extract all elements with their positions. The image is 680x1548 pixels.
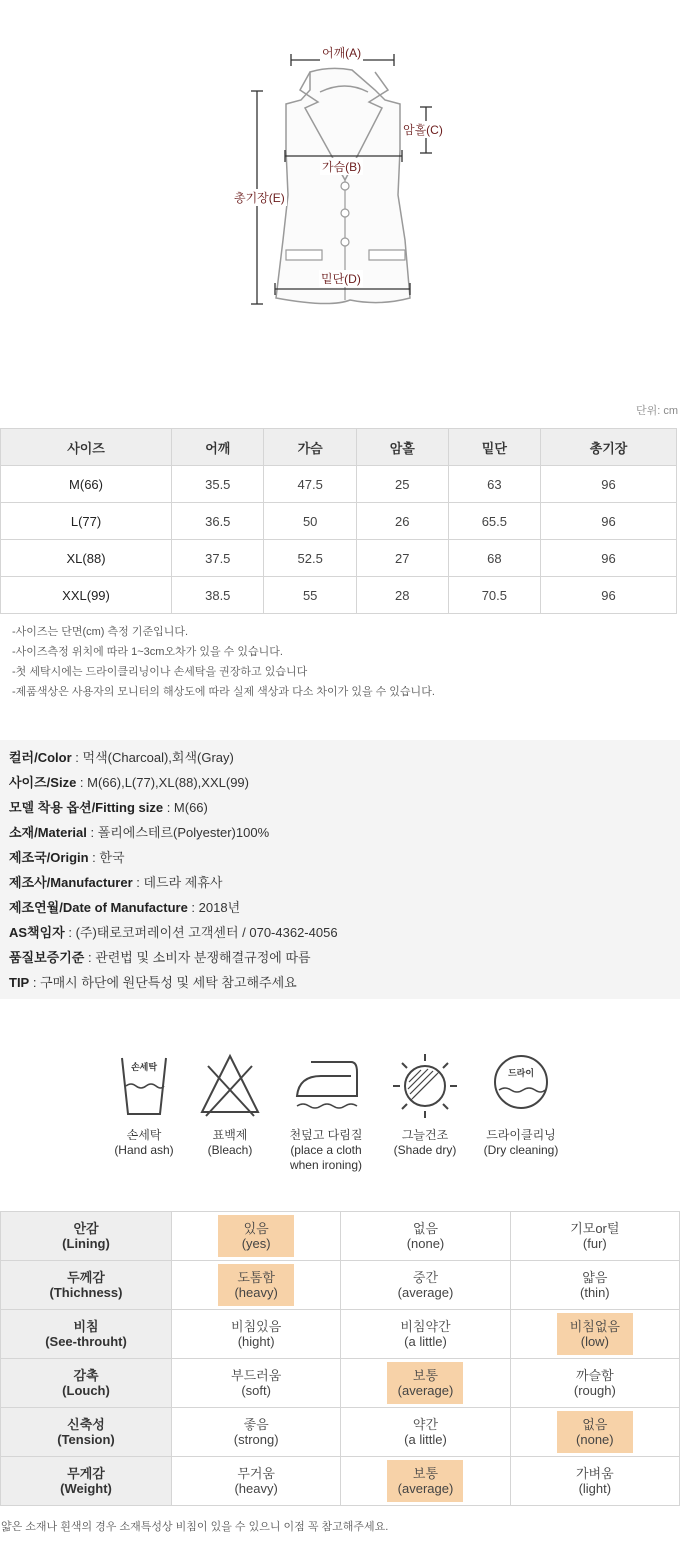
property-option bbox=[341, 1457, 510, 1506]
property-name-ko: 안감 bbox=[73, 1221, 99, 1236]
option bbox=[557, 1460, 633, 1502]
info-quality bbox=[9, 945, 671, 970]
selected-option bbox=[557, 1411, 633, 1453]
armhole-label: 암홀(C) bbox=[403, 123, 443, 137]
info-value: : 데드라 제휴사 bbox=[132, 875, 223, 890]
option-en: (average) bbox=[397, 1383, 454, 1398]
option-en: (light) bbox=[578, 1481, 612, 1496]
property-option bbox=[341, 1359, 510, 1408]
care-label-ko: 표백제 bbox=[212, 1128, 248, 1142]
option-en: (none) bbox=[576, 1432, 614, 1447]
size-table-header-cell: 가슴 bbox=[264, 429, 356, 466]
property-option bbox=[510, 1261, 679, 1310]
info-origin bbox=[9, 845, 671, 870]
size-table-header-cell: 사이즈 bbox=[1, 429, 172, 466]
property-name-ko: 신축성 bbox=[67, 1417, 105, 1432]
option-ko: 도톰함 bbox=[237, 1270, 275, 1285]
table-row bbox=[1, 1261, 680, 1310]
care-label-en: (place a cloth bbox=[290, 1143, 362, 1157]
care-label-ko: 그늘건조 bbox=[401, 1128, 449, 1142]
selected-option bbox=[557, 1313, 633, 1355]
info-value: : (주)태로코퍼레이션 고객센터 / 070-4362-4056 bbox=[64, 925, 338, 940]
care-label-en: (Dry cleaning) bbox=[483, 1143, 559, 1157]
option-ko: 가벼움 bbox=[575, 1466, 614, 1481]
property-option bbox=[172, 1212, 341, 1261]
info-label: 컬러/Color bbox=[9, 750, 72, 765]
option-en: (yes) bbox=[241, 1236, 271, 1251]
option-en: (heavy) bbox=[234, 1481, 278, 1496]
info-label: TIP bbox=[9, 975, 30, 990]
info-label: 품질보증기준 bbox=[9, 950, 85, 965]
care-label-ko: 손세탁 bbox=[126, 1128, 162, 1142]
size-cell: 96 bbox=[541, 503, 677, 540]
hem-label: 밑단(D) bbox=[321, 272, 361, 286]
no-bleach-icon bbox=[198, 1052, 262, 1120]
property-option bbox=[341, 1261, 510, 1310]
option bbox=[387, 1313, 463, 1355]
size-cell: 28 bbox=[356, 577, 448, 614]
property-name bbox=[1, 1457, 172, 1506]
table-row bbox=[1, 540, 677, 577]
note-line: -첫 세탁시에는 드라이클리닝이나 손세탁을 권장하고 있습니다 bbox=[12, 666, 308, 678]
size-cell: 25 bbox=[356, 466, 448, 503]
info-value: : 폴리에스테르(Polyester)100% bbox=[86, 825, 270, 840]
care-label-en: (Bleach) bbox=[207, 1143, 253, 1157]
option bbox=[557, 1362, 633, 1404]
selected-option bbox=[218, 1215, 294, 1257]
dry-cleaning-icon-text: 드라이 bbox=[507, 1069, 535, 1079]
care-label-en: (Hand ash) bbox=[114, 1143, 174, 1157]
property-name-ko: 비침 bbox=[73, 1319, 99, 1334]
info-value: : 관련법 및 소비자 분쟁해결규정에 따름 bbox=[84, 950, 311, 965]
size-cell: 38.5 bbox=[172, 577, 264, 614]
option-en: (low) bbox=[580, 1334, 609, 1349]
care-hand-wash bbox=[104, 1052, 184, 1158]
option bbox=[218, 1362, 294, 1404]
option-en: (hight) bbox=[237, 1334, 275, 1349]
size-cell: XL(88) bbox=[1, 540, 172, 577]
shade-dry-icon bbox=[391, 1052, 459, 1120]
selected-option bbox=[218, 1264, 294, 1306]
size-table-header-cell: 어깨 bbox=[172, 429, 264, 466]
size-cell: 96 bbox=[541, 466, 677, 503]
option-ko: 얇음 bbox=[582, 1270, 608, 1285]
care-label-ko: 드라이클리닝 bbox=[486, 1128, 556, 1142]
table-row bbox=[1, 1359, 680, 1408]
info-label: 제조국/Origin bbox=[9, 850, 89, 865]
property-option bbox=[172, 1408, 341, 1457]
property-option bbox=[510, 1212, 679, 1261]
option bbox=[218, 1460, 294, 1502]
selected-option bbox=[387, 1460, 463, 1502]
option bbox=[557, 1264, 633, 1306]
option-en: (none) bbox=[406, 1236, 445, 1251]
size-table bbox=[0, 428, 677, 614]
size-cell: 35.5 bbox=[172, 466, 264, 503]
property-option bbox=[510, 1457, 679, 1506]
property-name bbox=[1, 1359, 172, 1408]
care-label-en: (Shade dry) bbox=[393, 1143, 457, 1157]
option-ko: 비침없음 bbox=[569, 1319, 620, 1334]
property-option bbox=[172, 1359, 341, 1408]
option-en: (rough) bbox=[573, 1383, 616, 1398]
option-en: (average) bbox=[397, 1481, 454, 1496]
product-info bbox=[0, 740, 680, 999]
info-as bbox=[9, 920, 671, 945]
option-en: (soft) bbox=[241, 1383, 271, 1398]
option-ko: 비침약간 bbox=[400, 1319, 451, 1334]
option-ko: 부드러움 bbox=[231, 1368, 282, 1383]
option-ko: 보통 bbox=[412, 1466, 439, 1481]
info-label: 소재/Material bbox=[9, 825, 87, 840]
property-name-en: (Weight) bbox=[60, 1481, 112, 1496]
option-ko: 약간 bbox=[412, 1417, 439, 1432]
info-value: : M(66),L(77),XL(88),XXL(99) bbox=[76, 775, 249, 790]
fabric-properties-table bbox=[0, 1211, 680, 1506]
option bbox=[557, 1215, 633, 1257]
info-fitting bbox=[9, 795, 671, 820]
option-ko: 기모or털 bbox=[570, 1221, 620, 1236]
option bbox=[218, 1411, 294, 1453]
size-cell: 68 bbox=[448, 540, 540, 577]
size-cell: M(66) bbox=[1, 466, 172, 503]
size-cell: 37.5 bbox=[172, 540, 264, 577]
info-label: 모델 착용 옵션/Fitting size bbox=[9, 800, 164, 815]
size-cell: 65.5 bbox=[448, 503, 540, 540]
info-value: : 구매시 하단에 원단특성 및 세탁 참고해주세요 bbox=[29, 975, 297, 990]
table-row bbox=[1, 577, 677, 614]
property-option bbox=[510, 1408, 679, 1457]
size-cell: 96 bbox=[541, 540, 677, 577]
size-table-header bbox=[1, 429, 677, 466]
info-date bbox=[9, 895, 671, 920]
option-ko: 없음 bbox=[582, 1417, 608, 1432]
care-shade-dry bbox=[385, 1052, 465, 1158]
property-option bbox=[341, 1212, 510, 1261]
property-name-ko: 감촉 bbox=[73, 1368, 99, 1383]
property-option bbox=[172, 1261, 341, 1310]
size-cell: L(77) bbox=[1, 503, 172, 540]
option-en: (a little) bbox=[404, 1432, 447, 1447]
option bbox=[387, 1264, 463, 1306]
option-en: (average) bbox=[397, 1285, 454, 1300]
info-label: 사이즈/Size bbox=[9, 775, 77, 790]
chest-label: 가슴(B) bbox=[322, 160, 362, 174]
option bbox=[387, 1215, 463, 1257]
property-option bbox=[510, 1310, 679, 1359]
option-ko: 무거움 bbox=[237, 1466, 275, 1481]
size-cell: 96 bbox=[541, 577, 677, 614]
size-cell: 26 bbox=[356, 503, 448, 540]
size-cell: XXL(99) bbox=[1, 577, 172, 614]
info-label: AS책임자 bbox=[9, 925, 65, 940]
care-label-en: when ironing) bbox=[289, 1158, 363, 1172]
size-cell: 27 bbox=[356, 540, 448, 577]
property-name-en: (Lining) bbox=[62, 1236, 110, 1251]
option-en: (heavy) bbox=[234, 1285, 278, 1300]
unit-note: 단위: cm bbox=[635, 405, 678, 417]
property-name-ko: 두께감 bbox=[67, 1270, 105, 1285]
property-name bbox=[1, 1261, 172, 1310]
property-name-en: (See-throuht) bbox=[45, 1334, 127, 1349]
size-table-header-cell: 암홀 bbox=[356, 429, 448, 466]
info-tip bbox=[9, 970, 671, 995]
option-ko: 좋음 bbox=[243, 1417, 269, 1432]
option-en: (strong) bbox=[233, 1432, 279, 1447]
property-name-en: (Thichness) bbox=[49, 1285, 123, 1300]
property-name bbox=[1, 1310, 172, 1359]
footnote: 얇은 소재나 흰색의 경우 소재특성상 비침이 있을 수 있으니 이점 꼭 참고해주세요. bbox=[1, 1521, 389, 1533]
table-row bbox=[1, 466, 677, 503]
option bbox=[218, 1313, 294, 1355]
size-cell: 47.5 bbox=[264, 466, 356, 503]
option bbox=[387, 1411, 463, 1453]
size-table-header-cell: 밑단 bbox=[448, 429, 540, 466]
note-line: -제품색상은 사용자의 모니터의 해상도에 따라 실제 색상과 다소 차이가 있을 수 있습니다. bbox=[12, 686, 435, 698]
info-label: 제조사/Manufacturer bbox=[9, 875, 133, 890]
measurement-diagram bbox=[0, 0, 680, 400]
size-table-header-cell: 총기장 bbox=[541, 429, 677, 466]
info-value: : 먹색(Charcoal),회색(Gray) bbox=[71, 750, 234, 765]
property-option bbox=[341, 1408, 510, 1457]
note-line: -사이즈측정 위치에 따라 1~3cm오차가 있을 수 있습니다. bbox=[12, 646, 283, 658]
care-label-ko: 천덮고 다림질 bbox=[289, 1128, 363, 1142]
info-label: 제조연월/Date of Manufacture bbox=[9, 900, 188, 915]
info-size bbox=[9, 770, 671, 795]
property-name bbox=[1, 1408, 172, 1457]
property-option bbox=[172, 1457, 341, 1506]
hand-wash-icon bbox=[114, 1052, 174, 1120]
option-en: (fur) bbox=[582, 1236, 607, 1251]
care-bleach bbox=[195, 1052, 265, 1158]
property-name-en: (Louch) bbox=[62, 1383, 110, 1398]
size-cell: 55 bbox=[264, 577, 356, 614]
size-cell: 36.5 bbox=[172, 503, 264, 540]
info-material bbox=[9, 820, 671, 845]
property-name-ko: 무게감 bbox=[67, 1466, 105, 1481]
property-option bbox=[341, 1310, 510, 1359]
size-cell: 63 bbox=[448, 466, 540, 503]
option-ko: 까슬함 bbox=[575, 1368, 614, 1383]
care-dry-cleaning bbox=[476, 1052, 566, 1158]
iron-with-cloth-icon bbox=[291, 1052, 361, 1120]
table-row bbox=[1, 1457, 680, 1506]
property-option bbox=[172, 1310, 341, 1359]
size-notes bbox=[12, 622, 435, 702]
property-name bbox=[1, 1212, 172, 1261]
care-iron bbox=[278, 1052, 374, 1173]
size-cell: 70.5 bbox=[448, 577, 540, 614]
info-value: : 한국 bbox=[88, 850, 125, 865]
length-label: 총기장(E) bbox=[234, 191, 285, 205]
info-value: : 2018년 bbox=[187, 900, 241, 915]
option-ko: 비침있음 bbox=[231, 1319, 282, 1334]
option-en: (a little) bbox=[404, 1334, 447, 1349]
option-en: (thin) bbox=[580, 1285, 610, 1300]
table-row bbox=[1, 1310, 680, 1359]
dry-cleaning-icon bbox=[491, 1052, 551, 1120]
note-line: -사이즈는 단면(cm) 측정 기준입니다. bbox=[12, 626, 189, 638]
shoulder-label: 어깨(A) bbox=[322, 46, 362, 60]
option-ko: 있음 bbox=[243, 1221, 269, 1236]
option-ko: 중간 bbox=[412, 1270, 439, 1285]
option-ko: 없음 bbox=[412, 1221, 439, 1236]
option-ko: 보통 bbox=[412, 1368, 439, 1383]
table-row bbox=[1, 503, 677, 540]
table-row bbox=[1, 1212, 680, 1261]
size-cell: 50 bbox=[264, 503, 356, 540]
info-value: : M(66) bbox=[163, 800, 208, 815]
info-manufacturer bbox=[9, 870, 671, 895]
size-cell: 52.5 bbox=[264, 540, 356, 577]
property-option bbox=[510, 1359, 679, 1408]
info-color bbox=[9, 745, 671, 770]
selected-option bbox=[387, 1362, 463, 1404]
table-row bbox=[1, 1408, 680, 1457]
hand-wash-icon-text: 손세탁 bbox=[130, 1063, 158, 1073]
property-name-en: (Tension) bbox=[57, 1432, 115, 1447]
